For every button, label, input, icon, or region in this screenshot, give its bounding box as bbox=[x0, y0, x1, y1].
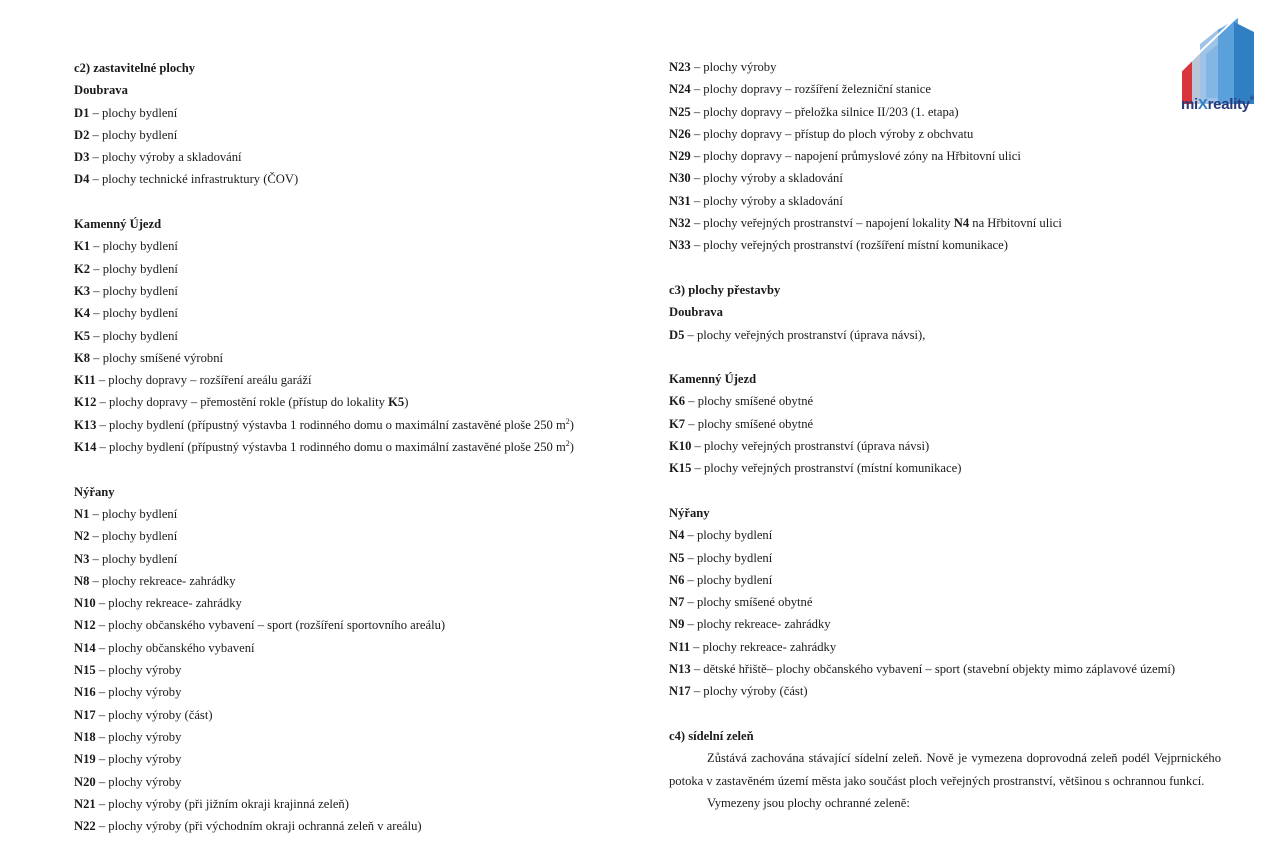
item-code: N17 bbox=[669, 684, 691, 699]
item-code: N15 bbox=[74, 663, 96, 678]
list-item bbox=[74, 168, 634, 190]
item-description: – plochy výroby bbox=[95, 663, 182, 678]
item-description: – plochy bydlení bbox=[90, 283, 178, 298]
item-code: N16 bbox=[74, 685, 96, 700]
section-heading: c2) zastavitelné plochy bbox=[74, 61, 196, 75]
item-code: N8 bbox=[74, 573, 90, 588]
section-heading: Nýřany bbox=[74, 484, 115, 499]
list-item bbox=[74, 637, 634, 659]
list-item bbox=[669, 613, 1221, 635]
item-description: – plochy výroby bbox=[95, 774, 182, 789]
item-code: K13 bbox=[74, 417, 97, 432]
item-code: N29 bbox=[669, 149, 691, 164]
list-item bbox=[669, 658, 1221, 680]
item-description: – plochy dopravy – rozšíření areálu garáží bbox=[95, 373, 312, 388]
list-item bbox=[669, 167, 1221, 189]
item-description: – plochy smíšené obytné bbox=[685, 394, 814, 409]
item-code: N7 bbox=[669, 595, 685, 610]
list-item bbox=[669, 457, 1221, 479]
section-heading: Doubrava bbox=[669, 305, 723, 320]
item-description: – plochy veřejných prostranství – napojení lokality bbox=[690, 216, 954, 231]
blank-line bbox=[74, 458, 634, 480]
item-description: – plochy rekreace- zahrádky bbox=[89, 573, 236, 588]
superscript: 2 bbox=[565, 416, 570, 426]
item-code: N9 bbox=[669, 617, 685, 632]
item-code: N5 bbox=[669, 550, 685, 565]
section-heading: Doubrava bbox=[74, 83, 128, 98]
right-column bbox=[669, 56, 1221, 814]
list-item bbox=[669, 591, 1221, 613]
section-heading: Kamenný Újezd bbox=[74, 217, 162, 232]
list-item bbox=[74, 815, 634, 837]
item-code: N17 bbox=[74, 707, 96, 722]
item-code: K6 bbox=[669, 394, 686, 409]
list-item bbox=[669, 413, 1221, 435]
item-code: N33 bbox=[669, 238, 691, 253]
item-code: K10 bbox=[669, 439, 692, 454]
item-description: – plochy výroby bbox=[95, 685, 182, 700]
section-heading: Kamenný Újezd bbox=[669, 372, 757, 387]
item-description: – plochy občanského vybavení bbox=[95, 640, 255, 655]
list-item bbox=[74, 748, 634, 770]
list-item bbox=[74, 414, 634, 436]
list-item bbox=[74, 280, 634, 302]
item-description: – plochy veřejných prostranství (úprava návsi) bbox=[691, 439, 930, 454]
blank-line bbox=[669, 480, 1221, 502]
item-code: N12 bbox=[74, 618, 96, 633]
item-description: – plochy dopravy – přístup do ploch výroby z obchvatu bbox=[690, 126, 974, 141]
item-code: N14 bbox=[74, 640, 96, 655]
list-item bbox=[669, 56, 1221, 78]
item-description: – plochy technické infrastruktury (ČOV) bbox=[89, 172, 299, 187]
item-code: K12 bbox=[74, 395, 97, 410]
item-description: – plochy bydlení (přípustný výstavba 1 rodinného domu o maximální zastavěné ploše 250 m bbox=[96, 440, 566, 455]
item-description: – plochy dopravy – napojení průmyslové zóny na Hřbitovní ulici bbox=[690, 149, 1021, 164]
list-item bbox=[669, 524, 1221, 546]
item-description: – plochy dopravy – rozšíření železniční stanice bbox=[690, 82, 931, 97]
item-description: – plochy výroby bbox=[690, 60, 777, 74]
item-description: – plochy veřejných prostranství (místní komunikace) bbox=[691, 461, 962, 476]
left-column bbox=[74, 57, 634, 837]
item-code: N21 bbox=[74, 796, 96, 811]
item-description: – plochy výroby a skladování bbox=[690, 171, 843, 186]
list-item bbox=[74, 102, 634, 124]
item-description: – plochy bydlení bbox=[89, 529, 178, 544]
list-item bbox=[74, 793, 634, 815]
item-code: K5 bbox=[74, 328, 91, 343]
list-item bbox=[669, 145, 1221, 167]
list-item bbox=[669, 636, 1221, 658]
item-description: – plochy bydlení bbox=[89, 105, 178, 120]
list-item bbox=[74, 325, 634, 347]
item-description: – plochy bydlení bbox=[684, 550, 773, 565]
list-item bbox=[669, 435, 1221, 457]
blank-line bbox=[74, 191, 634, 213]
list-item bbox=[74, 369, 634, 391]
item-code: K8 bbox=[74, 350, 91, 365]
logo-wordmark: miXreality® bbox=[1181, 96, 1254, 113]
item-code: N1 bbox=[74, 506, 90, 521]
paragraph: Zůstává zachována stávající sídelní zeleň. Nově je vymezena doprovodná zeleň podél Vejprnického potoka v zastavěném území města jako součást ploch veřejných prostranství, většinou s ochrannou funkcí. bbox=[669, 751, 1221, 788]
blank-line bbox=[669, 703, 1221, 725]
item-code: N26 bbox=[669, 126, 691, 141]
section-heading: c3) plochy přestavby bbox=[669, 282, 781, 297]
item-code: K11 bbox=[74, 373, 96, 388]
list-item bbox=[74, 525, 634, 547]
item-code: N6 bbox=[669, 572, 685, 587]
list-item bbox=[74, 258, 634, 280]
list-item bbox=[74, 436, 634, 458]
item-code: N18 bbox=[74, 729, 96, 744]
paragraph-line: Vymezeny jsou plochy ochranné zeleně: bbox=[707, 795, 910, 810]
item-description: – plochy výroby bbox=[95, 752, 182, 767]
item-description: – plochy dopravy – přeložka silnice II/203 (1. etapa) bbox=[690, 104, 959, 119]
list-item bbox=[669, 569, 1221, 591]
item-description: – plochy výroby (při východním okraji ochranná zeleň v areálu) bbox=[95, 819, 422, 834]
item-description: – plochy rekreace- zahrádky bbox=[95, 596, 242, 611]
item-code: K4 bbox=[74, 306, 91, 321]
list-item bbox=[74, 771, 634, 793]
list-item bbox=[669, 234, 1221, 256]
item-code: N11 bbox=[669, 639, 690, 654]
list-item bbox=[74, 592, 634, 614]
item-code: K1 bbox=[74, 239, 91, 254]
item-code: N31 bbox=[669, 193, 691, 208]
item-code: K3 bbox=[74, 283, 91, 298]
blank-line bbox=[669, 346, 1221, 368]
list-item bbox=[74, 659, 634, 681]
item-description: – plochy bydlení bbox=[90, 306, 178, 321]
list-item bbox=[74, 124, 634, 146]
list-item bbox=[74, 681, 634, 703]
list-item bbox=[669, 123, 1221, 145]
item-description: – plochy bydlení bbox=[90, 328, 178, 343]
item-code: N13 bbox=[669, 662, 691, 677]
list-item bbox=[74, 614, 634, 636]
list-item bbox=[669, 390, 1221, 412]
item-code: N22 bbox=[74, 819, 96, 834]
item-description: – plochy bydlení bbox=[684, 572, 773, 587]
item-description: – plochy výroby (část) bbox=[95, 707, 213, 722]
item-code: N19 bbox=[74, 752, 96, 767]
item-description: – dětské hřiště– plochy občanského vybavení – sport (stavební objekty mimo záplavové území) bbox=[690, 662, 1176, 677]
list-item bbox=[74, 146, 634, 168]
item-code: N25 bbox=[669, 104, 691, 119]
item-description: – plochy bydlení bbox=[89, 127, 178, 142]
item-code: D2 bbox=[74, 127, 90, 142]
list-item bbox=[74, 704, 634, 726]
item-reference-code: K5 bbox=[388, 395, 405, 410]
item-code: N32 bbox=[669, 216, 691, 231]
item-description: – plochy dopravy – přemostění rokle (přístup do lokality bbox=[96, 395, 389, 410]
item-description: – plochy výroby bbox=[95, 729, 182, 744]
blank-line bbox=[669, 257, 1221, 279]
item-description: – plochy smíšené obytné bbox=[684, 595, 813, 610]
section-heading: Nýřany bbox=[669, 505, 710, 520]
item-code: N30 bbox=[669, 171, 691, 186]
list-item bbox=[74, 726, 634, 748]
item-code: D5 bbox=[669, 327, 685, 342]
item-code: K14 bbox=[74, 440, 97, 455]
item-description: – plochy bydlení bbox=[90, 261, 178, 276]
list-item bbox=[74, 347, 634, 369]
list-item bbox=[669, 212, 1221, 234]
item-code: N10 bbox=[74, 596, 96, 611]
item-description: – plochy občanského vybavení – sport (rozšíření sportovního areálu) bbox=[95, 618, 446, 633]
item-description: – plochy bydlení bbox=[89, 551, 178, 566]
item-code: N23 bbox=[669, 60, 691, 74]
item-description: – plochy bydlení (přípustný výstavba 1 rodinného domu o maximální zastavěné ploše 250 m bbox=[96, 417, 566, 432]
item-reference-code: N4 bbox=[953, 216, 970, 231]
list-item bbox=[669, 547, 1221, 569]
list-item bbox=[669, 101, 1221, 123]
item-description: – plochy rekreace- zahrádky bbox=[684, 617, 831, 632]
list-item bbox=[669, 324, 1221, 346]
section-heading: c4) sídelní zeleň bbox=[669, 728, 754, 743]
item-description: – plochy veřejných prostranství (rozšíření místní komunikace) bbox=[690, 238, 1008, 253]
item-code: K15 bbox=[669, 461, 692, 476]
item-description: – plochy výroby a skladování bbox=[89, 150, 242, 165]
item-description: – plochy veřejných prostranství (úprava návsi), bbox=[684, 327, 926, 342]
item-code: D4 bbox=[74, 172, 90, 187]
item-description: – plochy rekreace- zahrádky bbox=[690, 639, 837, 654]
item-description: – plochy výroby a skladování bbox=[690, 193, 843, 208]
item-code: K2 bbox=[74, 261, 91, 276]
list-item bbox=[74, 235, 634, 257]
item-description: – plochy bydlení bbox=[684, 528, 773, 543]
list-item bbox=[669, 190, 1221, 212]
list-item bbox=[74, 548, 634, 570]
item-code: N20 bbox=[74, 774, 96, 789]
item-description-end: na Hřbitovní ulici bbox=[969, 216, 1062, 231]
list-item bbox=[74, 570, 634, 592]
item-code: N2 bbox=[74, 529, 90, 544]
list-item bbox=[74, 391, 634, 413]
list-item bbox=[74, 503, 634, 525]
item-description-end: ) bbox=[404, 395, 409, 410]
item-code: N3 bbox=[74, 551, 90, 566]
item-description: – plochy výroby (při jižním okraji krajinná zeleň) bbox=[95, 796, 349, 811]
item-code: K7 bbox=[669, 416, 686, 431]
item-description-end: ) bbox=[569, 417, 574, 432]
item-description-end: ) bbox=[569, 440, 574, 455]
item-code: D3 bbox=[74, 150, 90, 165]
list-item bbox=[74, 302, 634, 324]
superscript: 2 bbox=[565, 438, 570, 448]
list-item bbox=[669, 78, 1221, 100]
item-description: – plochy výroby (část) bbox=[690, 684, 808, 699]
item-description: – plochy smíšené výrobní bbox=[90, 350, 224, 365]
list-item bbox=[669, 680, 1221, 702]
item-code: N24 bbox=[669, 82, 691, 97]
item-code: N4 bbox=[669, 528, 685, 543]
item-description: – plochy smíšené obytné bbox=[685, 416, 814, 431]
item-code: D1 bbox=[74, 105, 90, 120]
item-description: – plochy bydlení bbox=[89, 506, 178, 521]
item-description: – plochy bydlení bbox=[90, 239, 178, 254]
